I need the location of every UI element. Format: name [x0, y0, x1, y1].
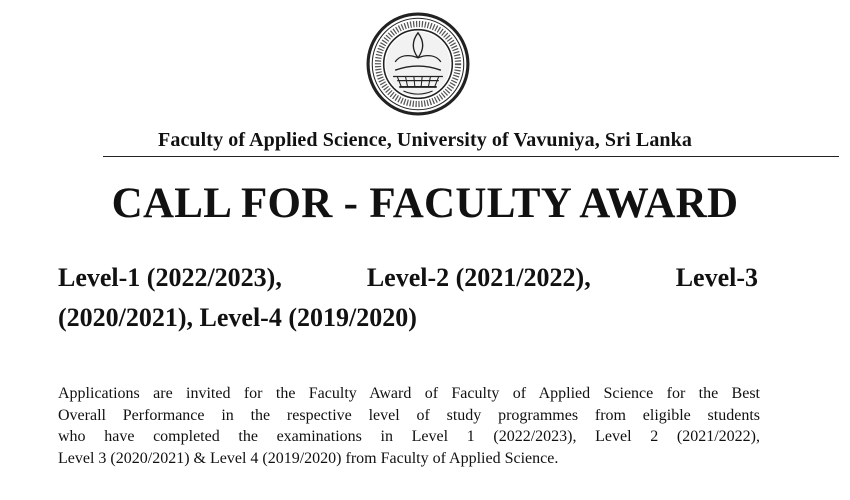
body-line: who have completed the examinations in Level 1 (2022/2023), Level 2 (2021/2022),: [58, 428, 760, 445]
level-item: Level-3: [675, 263, 758, 292]
levels-heading: [58, 258, 758, 338]
level-item: Level-1 (2022/2023),: [58, 263, 282, 292]
body-line: Overall Performance in the respective level of study programmes from eligible students: [58, 406, 760, 424]
faculty-heading: Faculty of Applied Science, University of Vavuniya, Sri Lanka: [158, 129, 692, 151]
page-title: CALL FOR - FACULTY AWARD: [111, 180, 739, 227]
university-seal-icon: [366, 12, 470, 116]
header-divider: [103, 156, 839, 157]
body-paragraph: [58, 383, 760, 469]
levels-line-2: [58, 298, 758, 338]
level-item: (2020/2021), Level-4 (2019/2020): [58, 303, 417, 332]
levels-line-1: [58, 258, 758, 298]
body-line: Level 3 (2020/2021) & Level 4 (2019/2020) from Faculty of Applied Science.: [58, 449, 559, 467]
body-line: Applications are invited for the Faculty Award of Faculty of Applied Science for the Best: [58, 385, 760, 402]
level-item: Level-2 (2021/2022),: [366, 263, 591, 292]
